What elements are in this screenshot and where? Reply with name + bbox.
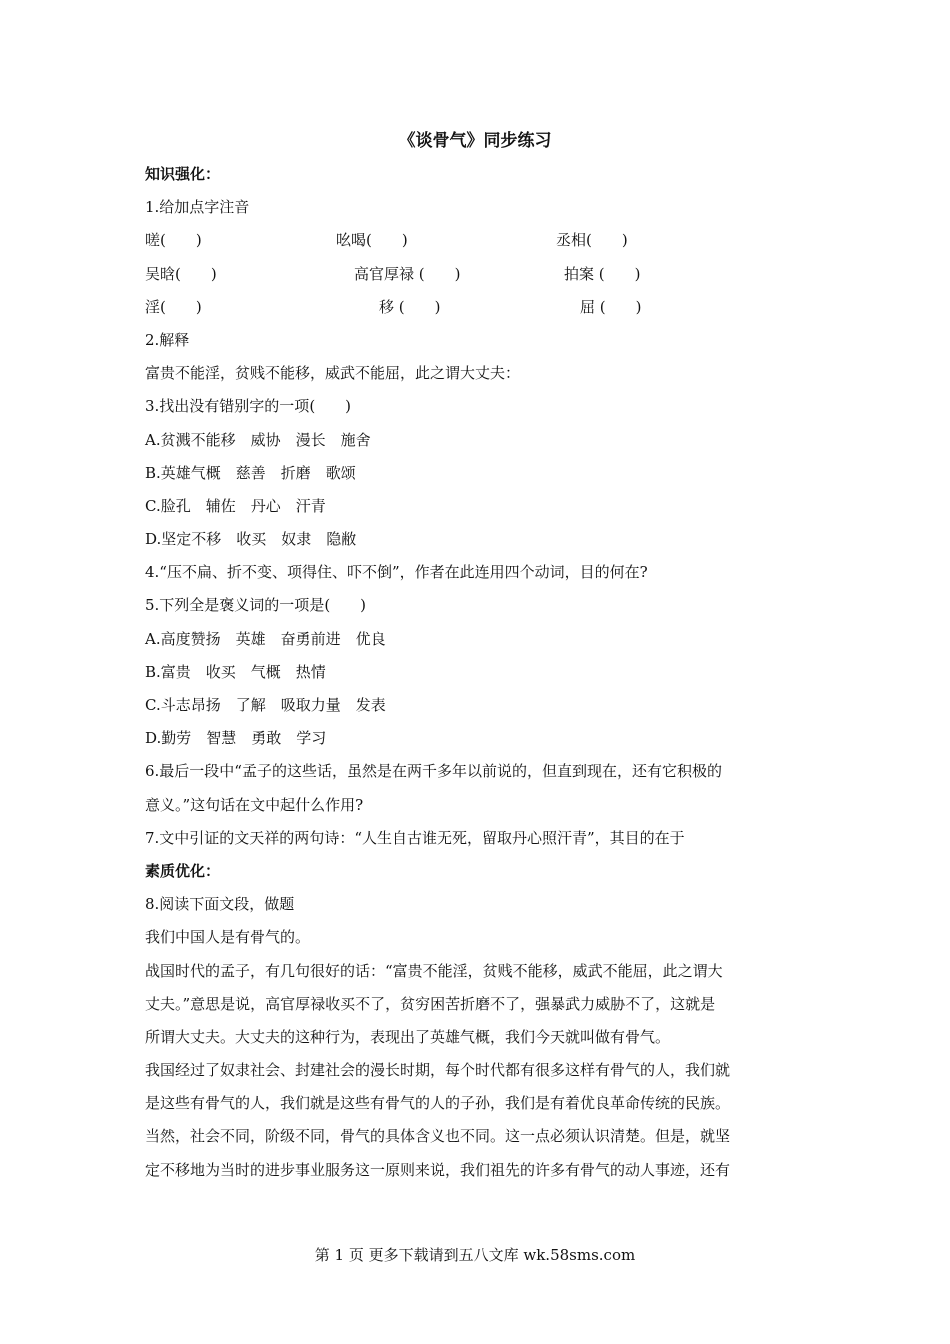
passage-line: 我国经过了奴隶社会、封建社会的漫长时期，每个时代都有很多这样有骨气的人，我们就 — [145, 1061, 731, 1080]
document-body — [145, 158, 810, 1187]
question-2-stem: 2.解释 — [145, 330, 190, 349]
phonetic-item: 吴晗( ) — [145, 264, 217, 283]
passage-line: 定不移地为当时的进步事业服务这一原则来说，我们祖先的许多有骨气的动人事迹，还有 — [145, 1160, 731, 1179]
question-5-option: C.斗志昂扬 了解 吸取力量 发表 — [145, 696, 386, 714]
passage-line: 我们中国人是有骨气的。 — [145, 928, 311, 947]
passage-line: 当然，社会不同，阶级不同，骨气的具体含义也不同。这一点必须认识清楚。但是，就坚 — [145, 1127, 731, 1146]
page-title: 《谈骨气》同步练习 — [398, 131, 552, 151]
phonetic-row-2 — [145, 258, 810, 291]
question-5-option: D.勤劳 智慧 勇敢 学习 — [145, 729, 327, 748]
question-5-option: A.高度赞扬 英雄 奋勇前进 优良 — [145, 629, 386, 648]
question-3-option: A.贫溅不能移 威协 漫长 施舍 — [145, 430, 371, 449]
question-7-stem: 7.文中引证的文天祥的两句诗：“人生自古谁无死，留取丹心照汗青”，其目的在于 — [145, 828, 685, 847]
question-3-option: C.脸孔 辅佐 丹心 汗青 — [145, 496, 326, 515]
phonetic-item: 高官厚禄 ( ) — [354, 264, 461, 283]
phonetic-item: 吆喝( ) — [336, 231, 408, 250]
phonetic-item: 丞相( ) — [556, 231, 628, 250]
section-heading-knowledge: 知识强化： — [145, 165, 221, 183]
page-footer: 第 1 页 更多下载请到五八文库 wk.58sms.com — [314, 1246, 636, 1264]
question-4-stem: 4.“压不扁、折不变、项得住、吓不倒”，作者在此连用四个动词，目的何在? — [145, 563, 648, 582]
section-heading-quality: 素质优化： — [145, 861, 221, 880]
phonetic-item: 移 ( ) — [379, 297, 441, 316]
passage-line: 丈夫。”意思是说，高官厚禄收买不了，贫穷困苦折磨不了，强暴武力威胁不了，这就是 — [145, 994, 716, 1013]
phonetic-item: 淫( ) — [145, 297, 202, 316]
question-3-stem: 3.找出没有错别字的一项( ) — [145, 397, 352, 416]
phonetic-item: 屈 ( ) — [580, 297, 642, 316]
passage-line: 所谓大丈夫。大丈夫的这种行为，表现出了英雄气概，我们今天就叫做有骨气。 — [145, 1027, 671, 1046]
question-6-line-2: 意义。”这句话在文中起什么作用? — [145, 795, 364, 814]
passage-line: 战国时代的孟子，有几句很好的话：“富贵不能淫，贫贱不能移，威武不能屈，此之谓大 — [145, 961, 723, 980]
question-3-option: D.坚定不移 收买 奴隶 隐敝 — [145, 530, 357, 549]
phonetic-item: 拍案 ( ) — [564, 264, 641, 283]
question-8-stem: 8.阅读下面文段，做题 — [145, 895, 295, 914]
question-6-line-1: 6.最后一段中“孟子的这些话，虽然是在两千多年以前说的，但直到现在，还有它积极的 — [145, 762, 722, 781]
phonetic-item: 嗟( ) — [145, 231, 202, 250]
phonetic-row-1 — [145, 224, 810, 257]
question-2-text: 富贵不能淫，贫贱不能移，威武不能屈，此之谓大丈夫： — [145, 364, 521, 383]
question-3-option: B.英雄气概 慈善 折磨 歌颂 — [145, 463, 356, 482]
question-5-stem: 5.下列全是褒义词的一项是( ) — [145, 596, 367, 615]
phonetic-row-3 — [145, 291, 810, 324]
passage-line: 是这些有骨气的人，我们就是这些有骨气的人的子孙，我们是有着优良革命传统的民族。 — [145, 1094, 731, 1113]
question-1-stem: 1.给加点字注音 — [145, 198, 250, 217]
question-5-option: B.富贵 收买 气概 热情 — [145, 662, 326, 681]
